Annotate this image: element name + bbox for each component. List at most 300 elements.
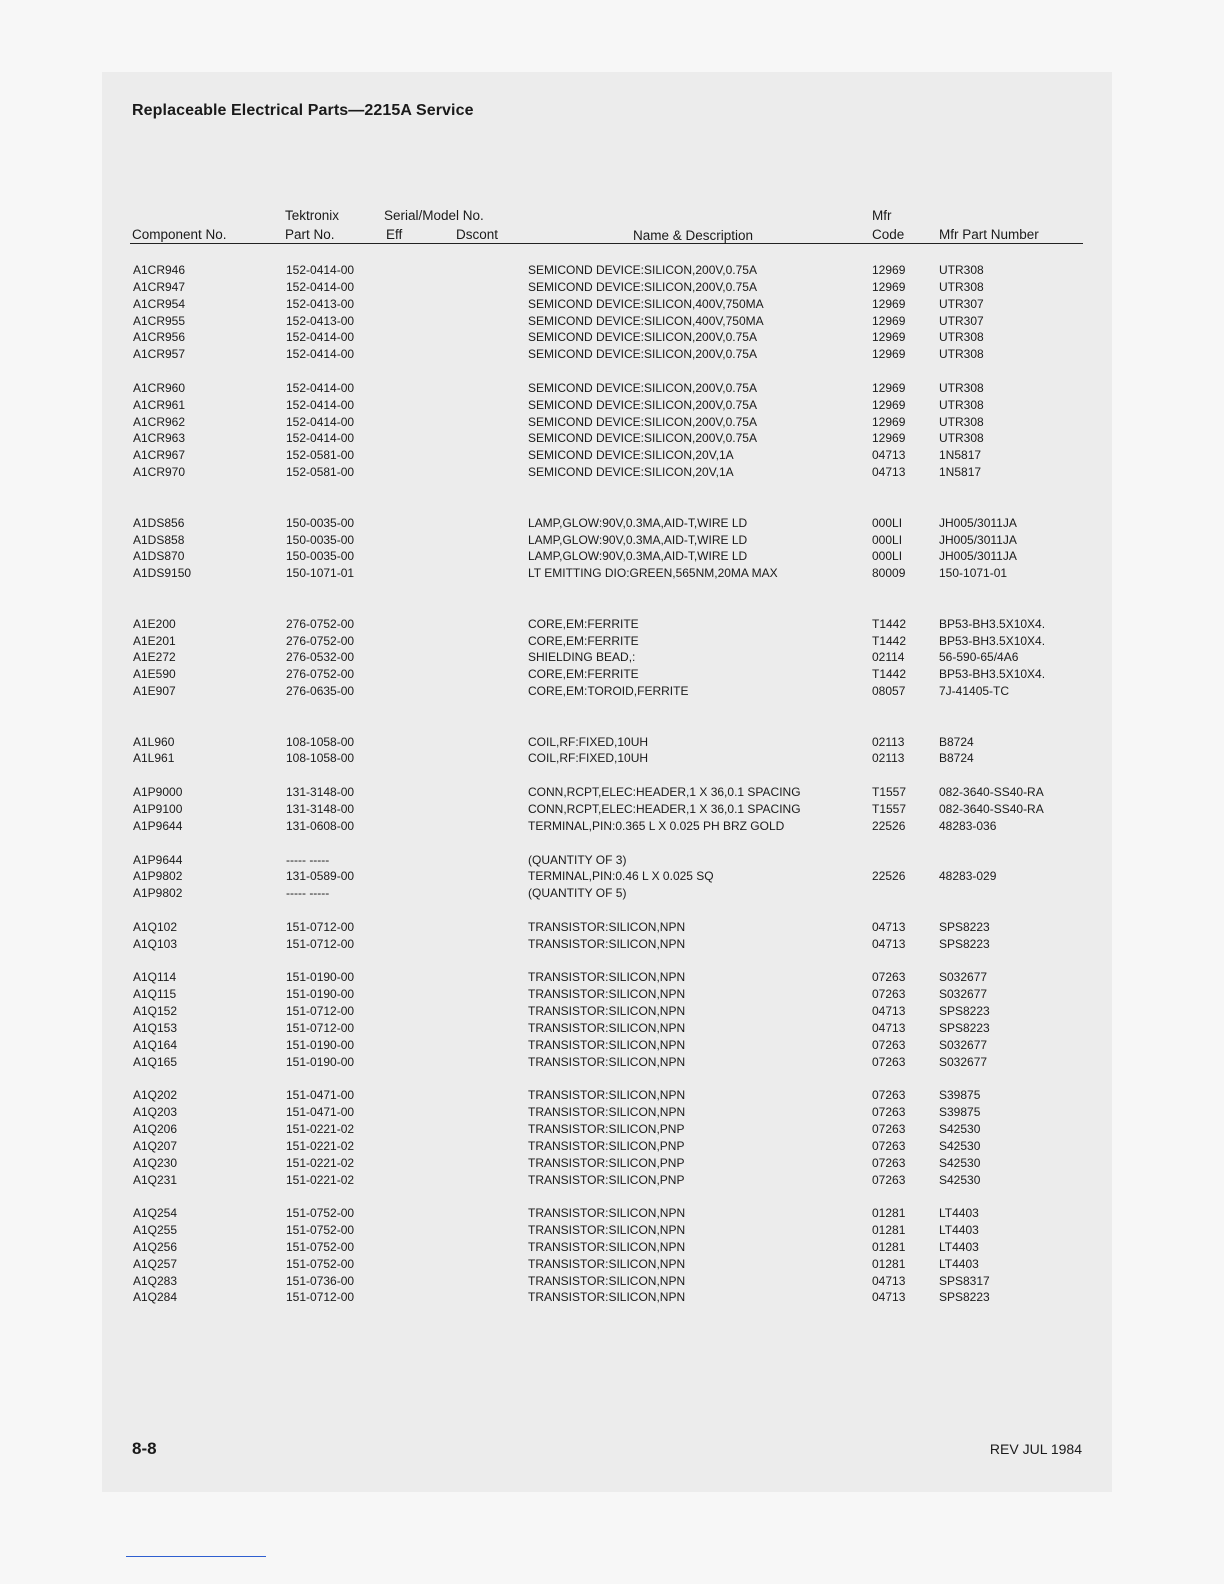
header-name-description: Name & Description (633, 228, 754, 243)
component-no-cell: A1Q284 (133, 1290, 178, 1305)
description-cell: COIL,RF:FIXED,10UH (528, 734, 649, 749)
part-no-cell: 152-0414-00 (286, 263, 355, 277)
component-no-cell: A1Q206 (133, 1122, 178, 1137)
component-no-cell: A1P9000 (133, 785, 183, 800)
component-no-cell: A1Q255 (133, 1223, 178, 1238)
page-number: 8-8 (132, 1439, 157, 1458)
row-spacer (0, 717, 1224, 734)
table-row (0, 1222, 1224, 1239)
mfr-part-number-cell: 082-3640-SS40-RA (939, 802, 1044, 816)
mfr-part-number-cell: LT4403 (939, 1206, 979, 1221)
mfr-part-number-cell: BP53-BH3.5X10X4. (939, 633, 1046, 648)
mfr-part-number-cell: SPS8223 (939, 1004, 990, 1019)
part-no-cell: 150-0035-00 (286, 532, 355, 547)
table-row (0, 430, 1224, 447)
part-no-cell: 151-0752-00 (286, 1223, 355, 1238)
mfr-code-cell: 02113 (872, 734, 905, 749)
mfr-part-number-cell: S42530 (939, 1172, 981, 1187)
component-no-cell: A1DS856 (133, 515, 185, 530)
mfr-part-number-cell: UTR308 (939, 263, 984, 277)
component-no-cell: A1Q256 (133, 1239, 178, 1254)
part-no-cell: 151-0712-00 (286, 1004, 355, 1019)
header-dscont: Dscont (456, 227, 499, 242)
description-cell: TRANSISTOR:SILICON,NPN (528, 1037, 686, 1052)
description-cell: TRANSISTOR:SILICON,NPN (528, 1273, 686, 1288)
part-no-cell: 152-0414-00 (286, 414, 355, 429)
description-cell: SEMICOND DEVICE:SILICON,200V,0.75A (528, 279, 757, 294)
row-spacer (0, 363, 1224, 380)
revision-date: REV JUL 1984 (989, 1441, 1082, 1457)
mfr-code-cell: 07263 (872, 1054, 906, 1069)
component-no-cell: A1Q230 (133, 1155, 178, 1170)
mfr-code-cell: 12969 (872, 263, 906, 277)
part-no-cell: 276-0752-00 (286, 633, 355, 648)
description-cell: TRANSISTOR:SILICON,NPN (528, 1239, 686, 1254)
mfr-code-cell: 04713 (872, 448, 906, 463)
mfr-part-number-cell: UTR308 (939, 330, 984, 345)
table-row (0, 447, 1224, 464)
description-cell: TRANSISTOR:SILICON,NPN (528, 1206, 686, 1221)
table-row (0, 801, 1224, 818)
description-cell: TERMINAL,PIN:0.46 L X 0.025 SQ (528, 869, 714, 884)
mfr-code-cell: 01281 (872, 1239, 906, 1254)
table-row (0, 414, 1224, 431)
component-no-cell: A1E907 (133, 684, 176, 699)
table-row (0, 1172, 1224, 1189)
part-no-cell: 151-0221-02 (286, 1138, 355, 1153)
table-row (0, 784, 1224, 801)
header-mfr-part-number: Mfr Part Number (939, 227, 1039, 242)
description-cell: TRANSISTOR:SILICON,NPN (528, 970, 686, 985)
mfr-code-cell: 12969 (872, 279, 906, 294)
component-no-cell: A1P9100 (133, 802, 183, 816)
header-rule (130, 243, 1083, 244)
component-no-cell: A1CR955 (133, 313, 186, 328)
component-no-cell: A1CR957 (133, 347, 186, 362)
mfr-part-number-cell: S42530 (939, 1122, 981, 1137)
mfr-part-number-cell: JH005/3011JA (939, 515, 1017, 530)
mfr-part-number-cell: S032677 (939, 1054, 988, 1069)
mfr-part-number-cell: UTR307 (939, 296, 984, 311)
description-cell: SEMICOND DEVICE:SILICON,200V,0.75A (528, 263, 757, 277)
part-no-cell: 131-3148-00 (286, 802, 355, 816)
mfr-part-number-cell: 082-3640-SS40-RA (939, 785, 1044, 800)
mfr-code-cell: 07263 (872, 970, 906, 985)
component-no-cell: A1P9644 (133, 852, 183, 867)
component-no-cell: A1Q165 (133, 1054, 178, 1069)
mfr-part-number-cell: 150-1071-01 (939, 566, 1008, 581)
table-row (0, 296, 1224, 313)
part-no-cell: 151-0712-00 (286, 1290, 355, 1305)
description-cell: LAMP,GLOW:90V,0.3MA,AID-T,WIRE LD (528, 515, 748, 530)
component-no-cell: A1Q202 (133, 1088, 178, 1103)
table-row (0, 1003, 1224, 1020)
component-no-cell: A1CR947 (133, 279, 186, 294)
component-no-cell: A1CR956 (133, 330, 186, 345)
mfr-code-cell: 12969 (872, 380, 906, 395)
mfr-part-number-cell: UTR308 (939, 397, 984, 412)
mfr-part-number-cell: UTR307 (939, 313, 984, 328)
table-row (0, 279, 1224, 296)
component-no-cell: A1Q103 (133, 936, 178, 951)
mfr-code-cell: 07263 (872, 1105, 906, 1120)
table-row (0, 919, 1224, 936)
mfr-part-number-cell: SPS8317 (939, 1273, 990, 1288)
description-cell: LT EMITTING DIO:GREEN,565NM,20MA MAX (528, 566, 778, 581)
description-cell: COIL,RF:FIXED,10UH (528, 751, 649, 766)
part-no-cell: 152-0413-00 (286, 296, 355, 311)
part-no-cell: 131-3148-00 (286, 785, 355, 800)
mfr-part-number-cell: SPS8223 (939, 1020, 990, 1035)
part-no-cell: 276-0635-00 (286, 684, 355, 699)
mfr-part-number-cell: SPS8223 (939, 919, 990, 934)
description-cell: SEMICOND DEVICE:SILICON,200V,0.75A (528, 414, 757, 429)
mfr-code-cell: 04713 (872, 1020, 906, 1035)
description-cell: TRANSISTOR:SILICON,NPN (528, 1088, 686, 1103)
table-row (0, 683, 1224, 700)
row-spacer (0, 582, 1224, 599)
mfr-code-cell: 07263 (872, 1122, 906, 1137)
mfr-code-cell: 12969 (872, 414, 906, 429)
mfr-part-number-cell: 56-590-65/4A6 (939, 650, 1019, 665)
part-no-cell: 151-0471-00 (286, 1088, 355, 1103)
description-cell: TRANSISTOR:SILICON,NPN (528, 919, 686, 934)
table-row (0, 1104, 1224, 1121)
part-no-cell: 151-0190-00 (286, 1037, 355, 1052)
table-row (0, 397, 1224, 414)
mfr-code-cell: T1442 (872, 633, 907, 648)
mfr-code-cell: 01281 (872, 1256, 906, 1271)
table-row (0, 515, 1224, 532)
description-cell: SEMICOND DEVICE:SILICON,200V,0.75A (528, 431, 757, 446)
component-no-cell: A1Q153 (133, 1020, 178, 1035)
component-no-cell: A1Q203 (133, 1105, 178, 1120)
part-no-cell: ----- ----- (286, 886, 330, 901)
mfr-part-number-cell: S39875 (939, 1105, 981, 1120)
row-spacer (0, 953, 1224, 970)
description-cell: TRANSISTOR:SILICON,NPN (528, 1054, 686, 1069)
mfr-code-cell: 07263 (872, 1172, 906, 1187)
component-no-cell: A1CR970 (133, 465, 186, 480)
part-no-cell: 151-0221-02 (286, 1172, 355, 1187)
component-no-cell: A1E590 (133, 667, 176, 682)
table-row (0, 969, 1224, 986)
part-no-cell: 151-0190-00 (286, 1054, 355, 1069)
description-cell: (QUANTITY OF 3) (528, 852, 627, 867)
mfr-code-cell: 04713 (872, 919, 906, 934)
mfr-code-cell: 04713 (872, 936, 906, 951)
table-row (0, 1239, 1224, 1256)
mfr-part-number-cell: UTR308 (939, 414, 984, 429)
part-no-cell: 151-0471-00 (286, 1105, 355, 1120)
part-no-cell: 151-0712-00 (286, 1020, 355, 1035)
mfr-part-number-cell: B8724 (939, 751, 974, 766)
component-no-cell: A1P9802 (133, 869, 183, 884)
mfr-code-cell: 12969 (872, 313, 906, 328)
description-cell: TRANSISTOR:SILICON,NPN (528, 1004, 686, 1019)
bottom-link-line (126, 1556, 266, 1557)
part-no-cell: ----- ----- (286, 852, 330, 867)
table-row (0, 616, 1224, 633)
component-no-cell: A1Q283 (133, 1273, 178, 1288)
part-no-cell: 152-0581-00 (286, 465, 355, 480)
part-no-cell: 151-0712-00 (286, 919, 355, 934)
table-row (0, 868, 1224, 885)
table-row (0, 666, 1224, 683)
part-no-cell: 276-0752-00 (286, 667, 355, 682)
component-no-cell: A1CR954 (133, 296, 186, 311)
part-no-cell: 150-0035-00 (286, 549, 355, 564)
header-code: Code (872, 227, 905, 242)
description-cell: CONN,RCPT,ELEC:HEADER,1 X 36,0.1 SPACING (528, 785, 801, 800)
row-spacer (0, 767, 1224, 784)
part-no-cell: 152-0413-00 (286, 313, 355, 328)
mfr-code-cell: 02113 (872, 751, 905, 766)
table-row (0, 1121, 1224, 1138)
component-no-cell: A1P9644 (133, 818, 183, 833)
description-cell: CORE,EM:TOROID,FERRITE (528, 684, 689, 699)
description-cell: SEMICOND DEVICE:SILICON,20V,1A (528, 465, 734, 480)
mfr-code-cell: 07263 (872, 1088, 906, 1103)
part-no-cell: 151-0752-00 (286, 1256, 355, 1271)
table-row (0, 633, 1224, 650)
table-row (0, 380, 1224, 397)
mfr-part-number-cell: JH005/3011JA (939, 549, 1017, 564)
description-cell: TRANSISTOR:SILICON,PNP (528, 1122, 685, 1137)
part-no-cell: 151-0736-00 (286, 1273, 355, 1288)
part-no-cell: 150-0035-00 (286, 515, 355, 530)
part-no-cell: 276-0532-00 (286, 650, 355, 665)
mfr-code-cell: 01281 (872, 1206, 906, 1221)
table-row (0, 936, 1224, 953)
component-no-cell: A1L961 (133, 751, 175, 766)
description-cell: SHIELDING BEAD,: (528, 650, 636, 665)
mfr-part-number-cell: UTR308 (939, 431, 984, 446)
mfr-part-number-cell: 1N5817 (939, 465, 982, 480)
component-no-cell: A1Q164 (133, 1037, 178, 1052)
description-cell: SEMICOND DEVICE:SILICON,20V,1A (528, 448, 734, 463)
component-no-cell: A1Q114 (133, 970, 177, 985)
mfr-code-cell: T1557 (872, 802, 907, 816)
part-no-cell: 151-0712-00 (286, 936, 355, 951)
header-mfr: Mfr (872, 208, 892, 223)
mfr-code-cell: 22526 (872, 818, 906, 833)
mfr-code-cell: T1442 (872, 667, 907, 682)
description-cell: CORE,EM:FERRITE (528, 616, 639, 631)
table-row (0, 1273, 1224, 1290)
mfr-code-cell: 12969 (872, 347, 906, 362)
part-no-cell: 151-0752-00 (286, 1239, 355, 1254)
mfr-part-number-cell: S42530 (939, 1155, 981, 1170)
mfr-part-number-cell: 48283-036 (939, 818, 997, 833)
table-row (0, 1020, 1224, 1037)
description-cell: CORE,EM:FERRITE (528, 633, 639, 648)
table-row (0, 1138, 1224, 1155)
header-serial-model: Serial/Model No. (384, 208, 484, 223)
description-cell: TRANSISTOR:SILICON,NPN (528, 1223, 686, 1238)
mfr-part-number-cell: S39875 (939, 1088, 981, 1103)
part-no-cell: 152-0414-00 (286, 431, 355, 446)
row-spacer (0, 700, 1224, 717)
mfr-code-cell: 04713 (872, 1004, 906, 1019)
component-no-cell: A1Q152 (133, 1004, 178, 1019)
description-cell: LAMP,GLOW:90V,0.3MA,AID-T,WIRE LD (528, 532, 748, 547)
table-row (0, 1205, 1224, 1222)
component-no-cell: A1CR961 (133, 397, 186, 412)
description-cell: TRANSISTOR:SILICON,PNP (528, 1138, 685, 1153)
mfr-code-cell: 07263 (872, 1138, 906, 1153)
part-no-cell: 152-0414-00 (286, 347, 355, 362)
table-row (0, 750, 1224, 767)
component-no-cell: A1L960 (133, 734, 175, 749)
table-row (0, 313, 1224, 330)
mfr-code-cell: 000LI (872, 515, 903, 530)
component-no-cell: A1CR967 (133, 448, 186, 463)
mfr-code-cell: 000LI (872, 532, 903, 547)
row-spacer (0, 902, 1224, 919)
row-spacer (0, 1188, 1224, 1205)
component-no-cell: A1E272 (133, 650, 176, 665)
mfr-code-cell: 04713 (872, 465, 906, 480)
component-no-cell: A1DS870 (133, 549, 185, 564)
row-spacer (0, 599, 1224, 616)
component-no-cell: A1DS858 (133, 532, 185, 547)
row-spacer (0, 835, 1224, 852)
table-row (0, 464, 1224, 481)
mfr-part-number-cell: S032677 (939, 987, 988, 1002)
mfr-part-number-cell: 1N5817 (939, 448, 982, 463)
mfr-part-number-cell: UTR308 (939, 279, 984, 294)
mfr-part-number-cell: BP53-BH3.5X10X4. (939, 616, 1046, 631)
mfr-code-cell: 12969 (872, 296, 906, 311)
description-cell: SEMICOND DEVICE:SILICON,400V,750MA (528, 313, 764, 328)
mfr-code-cell: 80009 (872, 566, 906, 581)
table-row (0, 532, 1224, 549)
table-row (0, 734, 1224, 751)
mfr-part-number-cell: S42530 (939, 1138, 981, 1153)
header-component-no: Component No. (132, 227, 227, 242)
mfr-code-cell: 12969 (872, 431, 906, 446)
mfr-part-number-cell: 48283-029 (939, 869, 997, 884)
description-cell: TRANSISTOR:SILICON,PNP (528, 1155, 685, 1170)
header-eff: Eff (386, 227, 403, 242)
mfr-part-number-cell: 7J-41405-TC (939, 684, 1010, 699)
part-no-cell: 150-1071-01 (286, 566, 355, 581)
part-no-cell: 152-0581-00 (286, 448, 355, 463)
component-no-cell: A1CR963 (133, 431, 186, 446)
description-cell: TERMINAL,PIN:0.365 L X 0.025 PH BRZ GOLD (528, 818, 785, 833)
description-cell: TRANSISTOR:SILICON,NPN (528, 1256, 686, 1271)
component-no-cell: A1Q257 (133, 1256, 178, 1271)
row-spacer (0, 1071, 1224, 1088)
part-no-cell: 131-0608-00 (286, 818, 355, 833)
description-cell: SEMICOND DEVICE:SILICON,200V,0.75A (528, 330, 757, 345)
description-cell: TRANSISTOR:SILICON,NPN (528, 936, 686, 951)
component-no-cell: A1Q102 (133, 919, 178, 934)
mfr-code-cell: 01281 (872, 1223, 906, 1238)
table-row (0, 1087, 1224, 1104)
parts-table (0, 262, 1224, 1306)
part-no-cell: 151-0221-02 (286, 1155, 355, 1170)
description-cell: SEMICOND DEVICE:SILICON,200V,0.75A (528, 347, 757, 362)
part-no-cell: 152-0414-00 (286, 380, 355, 395)
table-row (0, 548, 1224, 565)
description-cell: CONN,RCPT,ELEC:HEADER,1 X 36,0.1 SPACING (528, 802, 801, 816)
table-row (0, 649, 1224, 666)
description-cell: (QUANTITY OF 5) (528, 886, 627, 901)
page-title: Replaceable Electrical Parts—2215A Service (132, 102, 474, 119)
part-no-cell: 152-0414-00 (286, 279, 355, 294)
mfr-code-cell: 07263 (872, 1155, 906, 1170)
mfr-code-cell: 08057 (872, 684, 906, 699)
mfr-code-cell: 12969 (872, 330, 906, 345)
table-row (0, 818, 1224, 835)
table-row (0, 1054, 1224, 1071)
table-row (0, 885, 1224, 902)
mfr-part-number-cell: LT4403 (939, 1223, 979, 1238)
mfr-code-cell: 04713 (872, 1273, 906, 1288)
mfr-code-cell: T1442 (872, 616, 907, 631)
part-no-cell: 276-0752-00 (286, 616, 355, 631)
component-no-cell: A1Q231 (133, 1172, 178, 1187)
component-no-cell: A1E201 (133, 633, 176, 648)
part-no-cell: 152-0414-00 (286, 330, 355, 345)
mfr-part-number-cell: SPS8223 (939, 1290, 990, 1305)
description-cell: CORE,EM:FERRITE (528, 667, 639, 682)
component-no-cell: A1E200 (133, 616, 176, 631)
part-no-cell: 151-0190-00 (286, 970, 355, 985)
description-cell: SEMICOND DEVICE:SILICON,400V,750MA (528, 296, 764, 311)
mfr-code-cell: 22526 (872, 869, 906, 884)
table-row (0, 329, 1224, 346)
part-no-cell: 108-1058-00 (286, 734, 355, 749)
mfr-code-cell: 07263 (872, 987, 906, 1002)
mfr-part-number-cell: UTR308 (939, 380, 984, 395)
component-no-cell: A1CR962 (133, 414, 186, 429)
description-cell: TRANSISTOR:SILICON,NPN (528, 1105, 686, 1120)
part-no-cell: 151-0221-02 (286, 1122, 355, 1137)
mfr-code-cell: 12969 (872, 397, 906, 412)
component-no-cell: A1DS9150 (133, 566, 192, 581)
component-no-cell: A1Q254 (133, 1206, 178, 1221)
part-no-cell: 131-0589-00 (286, 869, 355, 884)
table-row (0, 852, 1224, 869)
component-no-cell: A1Q115 (133, 987, 177, 1002)
table-row (0, 986, 1224, 1003)
description-cell: TRANSISTOR:SILICON,NPN (528, 1290, 686, 1305)
part-no-cell: 151-0752-00 (286, 1206, 355, 1221)
mfr-code-cell: T1557 (872, 785, 907, 800)
description-cell: LAMP,GLOW:90V,0.3MA,AID-T,WIRE LD (528, 549, 748, 564)
component-no-cell: A1CR946 (133, 263, 186, 277)
mfr-code-cell: 07263 (872, 1037, 906, 1052)
table-row (0, 565, 1224, 582)
mfr-code-cell: 02114 (872, 650, 905, 665)
description-cell: SEMICOND DEVICE:SILICON,200V,0.75A (528, 380, 757, 395)
row-spacer (0, 481, 1224, 498)
part-no-cell: 151-0190-00 (286, 987, 355, 1002)
mfr-part-number-cell: JH005/3011JA (939, 532, 1017, 547)
mfr-part-number-cell: LT4403 (939, 1239, 979, 1254)
mfr-part-number-cell: LT4403 (939, 1256, 979, 1271)
description-cell: SEMICOND DEVICE:SILICON,200V,0.75A (528, 397, 757, 412)
mfr-part-number-cell: SPS8223 (939, 936, 990, 951)
description-cell: TRANSISTOR:SILICON,NPN (528, 987, 686, 1002)
part-no-cell: 152-0414-00 (286, 397, 355, 412)
mfr-part-number-cell: BP53-BH3.5X10X4. (939, 667, 1046, 682)
component-no-cell: A1P9802 (133, 886, 183, 901)
description-cell: TRANSISTOR:SILICON,PNP (528, 1172, 685, 1187)
